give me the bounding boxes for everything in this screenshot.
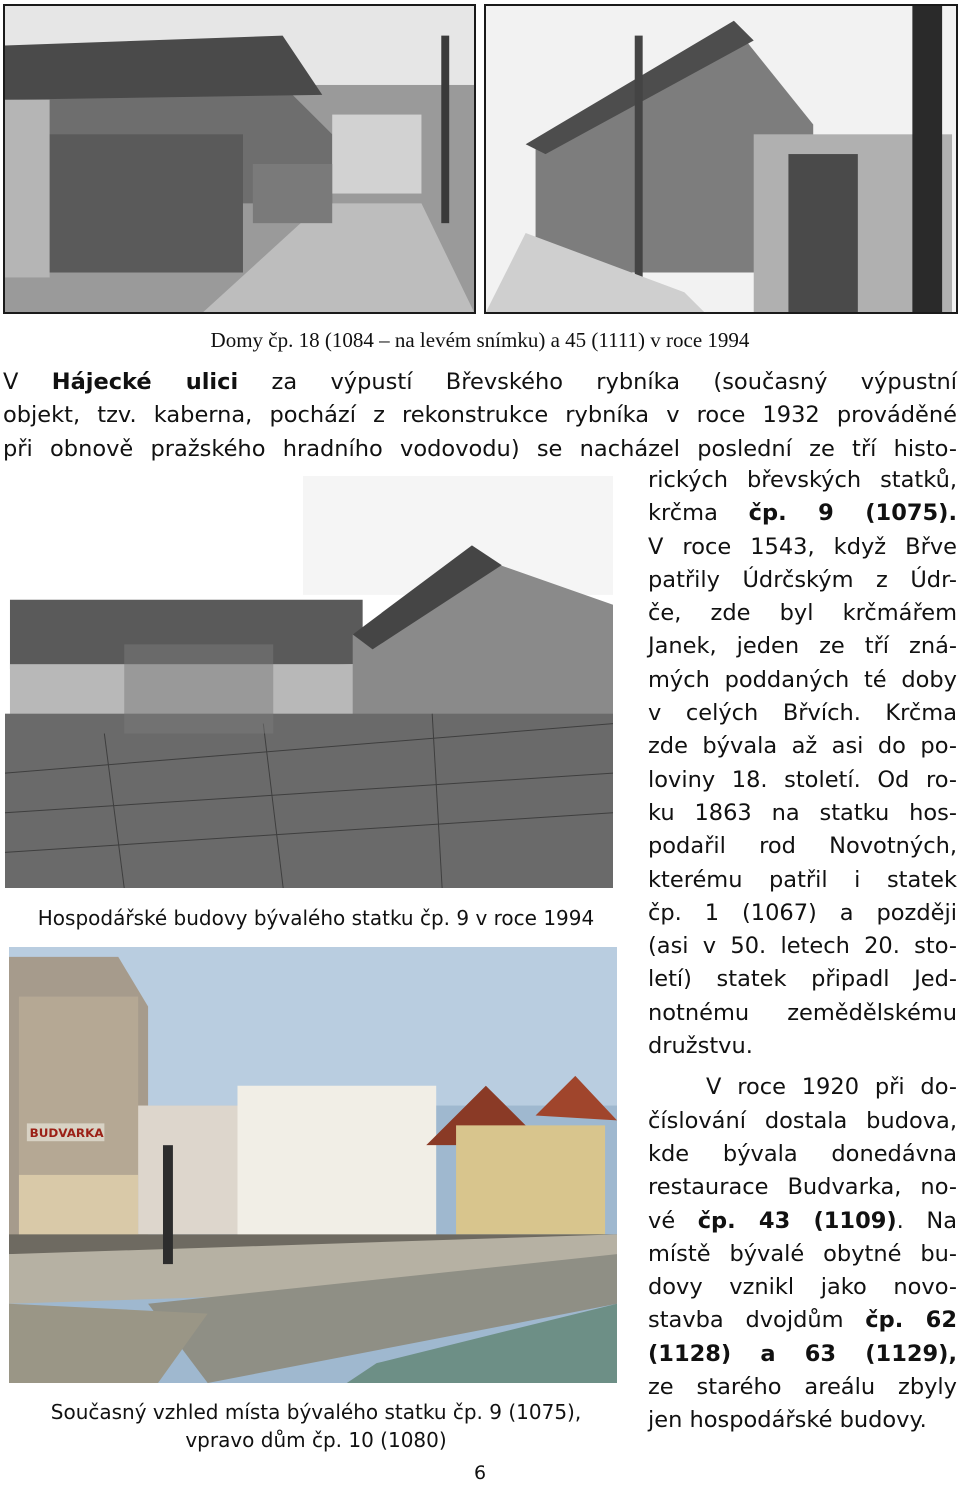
col-line: letí) statek připadl Jed- bbox=[648, 966, 957, 993]
col-line: kterému patřil i statek bbox=[648, 866, 957, 893]
col-line: místě bývalé obytné bu- bbox=[648, 1240, 957, 1267]
intro-line-2: objekt, tzv. kaberna, pochází z rekonstrukce rybníka v roce 1932 prováděné bbox=[3, 402, 957, 429]
photo-house-18-image bbox=[5, 6, 474, 312]
col-line: restaurace Budvarka, no- bbox=[648, 1174, 957, 1201]
photo-current-view-image bbox=[9, 947, 617, 1383]
photo-current-view bbox=[7, 945, 619, 1385]
col-line: notnému zemědělskému bbox=[648, 999, 957, 1026]
intro-line-1: V Hájecké ulici za výpustí Břevského rybníka (současný výpustní bbox=[3, 369, 957, 395]
col-line: ze starého areálu zbyly bbox=[648, 1374, 957, 1401]
caption-bottom-line-2: vpravo dům čp. 10 (1080) bbox=[185, 1428, 447, 1452]
col-line: (asi v 50. letech 20. sto- bbox=[648, 933, 957, 960]
col-line: kde bývala donedávna bbox=[648, 1140, 957, 1167]
col-line: Janek, jeden ze tří zná- bbox=[648, 633, 957, 660]
col-line: krčma čp. 9 (1075). bbox=[648, 500, 957, 527]
col-line: V roce 1920 při do- bbox=[706, 1074, 957, 1101]
photo-house-18 bbox=[3, 4, 476, 314]
intro-paragraph bbox=[3, 366, 957, 466]
col-line: číslování dostala budova, bbox=[648, 1107, 957, 1134]
caption-bottom-line-1: Současný vzhled místa bývalého statku čp. 9 (1075), bbox=[50, 1400, 582, 1424]
col-line: patřily Údrčským z Údr- bbox=[648, 566, 957, 593]
photo-farm-buildings-image bbox=[5, 476, 613, 888]
column-text bbox=[648, 464, 957, 1438]
col-line: mých poddaných té doby bbox=[648, 666, 957, 693]
col-line: V roce 1543, když Břve bbox=[648, 533, 957, 560]
caption-middle: Hospodářské budovy bývalého statku čp. 9 v roce 1994 bbox=[37, 906, 595, 930]
photo-house-45 bbox=[484, 4, 958, 314]
col-line: zde bývala až asi do po- bbox=[648, 733, 957, 760]
col-line: čp. 1 (1067) a později bbox=[648, 899, 957, 926]
col-line: loviny 18. století. Od ro- bbox=[648, 766, 957, 793]
col-line: jen hospodářské budovy. bbox=[648, 1407, 927, 1434]
col-line: ku 1863 na statku hos- bbox=[648, 799, 957, 826]
col-line: podařil rod Novotných, bbox=[648, 833, 957, 860]
col-line: dovy vznikl jako novo- bbox=[648, 1274, 957, 1301]
col-line: (1128) a 63 (1129), bbox=[648, 1340, 957, 1367]
caption-bottom bbox=[0, 1398, 632, 1454]
col-line: če, zde byl krčmářem bbox=[648, 600, 957, 627]
photo-house-45-image bbox=[486, 6, 956, 312]
photo-farm-buildings bbox=[3, 474, 615, 890]
page-number: 6 bbox=[473, 1462, 487, 1484]
col-line: stavba dvojdům čp. 62 bbox=[648, 1307, 957, 1334]
col-line: vé čp. 43 (1109). Na bbox=[648, 1207, 957, 1234]
col-line: družstvu. bbox=[648, 1033, 753, 1060]
intro-line-3: při obnově pražského hradního vodovodu) se nacházel poslední ze tří histo- bbox=[3, 435, 957, 462]
col-line: v celých Břvích. Krčma bbox=[648, 700, 957, 727]
budvarka-sign: BUDVARKA bbox=[29, 1126, 104, 1141]
col-line: rických břevských statků, bbox=[648, 467, 957, 493]
caption-top: Domy čp. 18 (1084 – na levém snímku) a 45 (1111) v roce 1994 bbox=[210, 328, 750, 352]
